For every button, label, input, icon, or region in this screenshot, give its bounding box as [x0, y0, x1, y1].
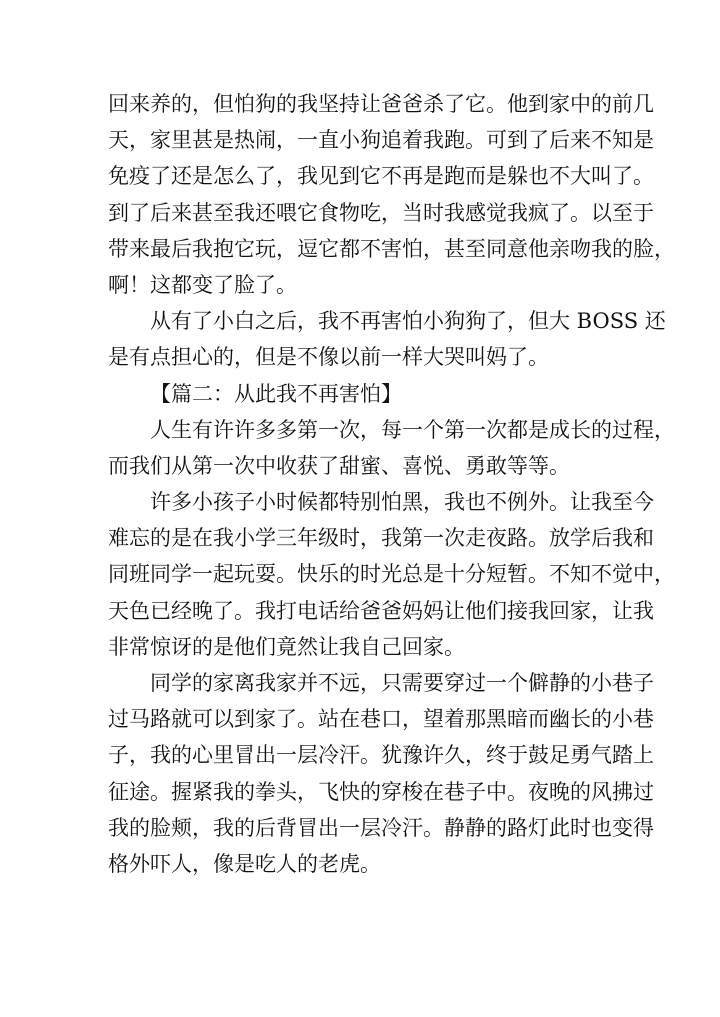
text-line: 征途。握紧我的拳头，飞快的穿梭在巷子中。夜晚的风拂过	[108, 779, 654, 804]
document-body	[108, 86, 675, 882]
paragraph-5	[108, 665, 654, 882]
paragraph-4	[108, 484, 675, 665]
text-line: 从有了小白之后，我不再害怕小狗狗了，但大 BOSS 还	[150, 309, 666, 334]
paragraph-2	[108, 303, 666, 375]
text-line: 我的脸颊，我的后背冒出一层冷汗。静静的路灯此时也变得	[108, 815, 654, 840]
text-line: 过马路就可以到家了。站在巷口，望着那黑暗而幽长的小巷	[108, 707, 654, 732]
text-line: 难忘的是在我小学三年级时，我第一次走夜路。放学后我和	[108, 526, 654, 551]
text-line: 同学的家离我家并不远，只需要穿过一个僻静的小巷子	[150, 671, 654, 695]
section-heading	[108, 376, 618, 412]
text-line: 子，我的心里冒出一层冷汗。犹豫许久，终于鼓足勇气踏上	[108, 743, 654, 768]
text-line: 回来养的，但怕狗的我坚持让爸爸杀了它。他到家中的前几	[108, 92, 654, 116]
section-heading-text: 【篇二：从此我不再害怕】	[150, 381, 402, 406]
text-line: 天色已经晚了。我打电话给爸爸妈妈让他们接我回家，让我	[108, 598, 654, 623]
text-line: 啊！这都变了脸了。	[108, 272, 297, 297]
text-line: 许多小孩子小时候都特别怕黑，我也不例外。让我至今	[150, 490, 654, 515]
text-line: 人生有许许多多第一次，每一个第一次都是成长的过程，	[150, 417, 675, 442]
text-line: 非常惊讶的是他们竟然让我自己回家。	[108, 634, 465, 659]
paragraph-3	[108, 412, 675, 484]
text-line: 免疫了还是怎么了，我见到它不再是跑而是躲也不大叫了。	[108, 164, 654, 189]
paragraph-1	[108, 86, 675, 303]
text-line: 格外吓人，像是吃人的老虎。	[108, 851, 381, 876]
text-line: 同班同学一起玩耍。快乐的时光总是十分短暂。不知不觉中，	[108, 562, 675, 587]
text-line: 天，家里甚是热闹，一直小狗追着我跑。可到了后来不知是	[108, 128, 654, 153]
text-line: 是有点担心的，但是不像以前一样大哭叫妈了。	[108, 345, 549, 370]
text-line: 到了后来甚至我还喂它食物吃，当时我感觉我疯了。以至于	[108, 200, 654, 225]
text-line: 带来最后我抱它玩，逗它都不害怕，甚至同意他亲吻我的脸，	[108, 236, 675, 261]
text-line: 而我们从第一次中收获了甜蜜、喜悦、勇敢等等。	[108, 453, 570, 478]
